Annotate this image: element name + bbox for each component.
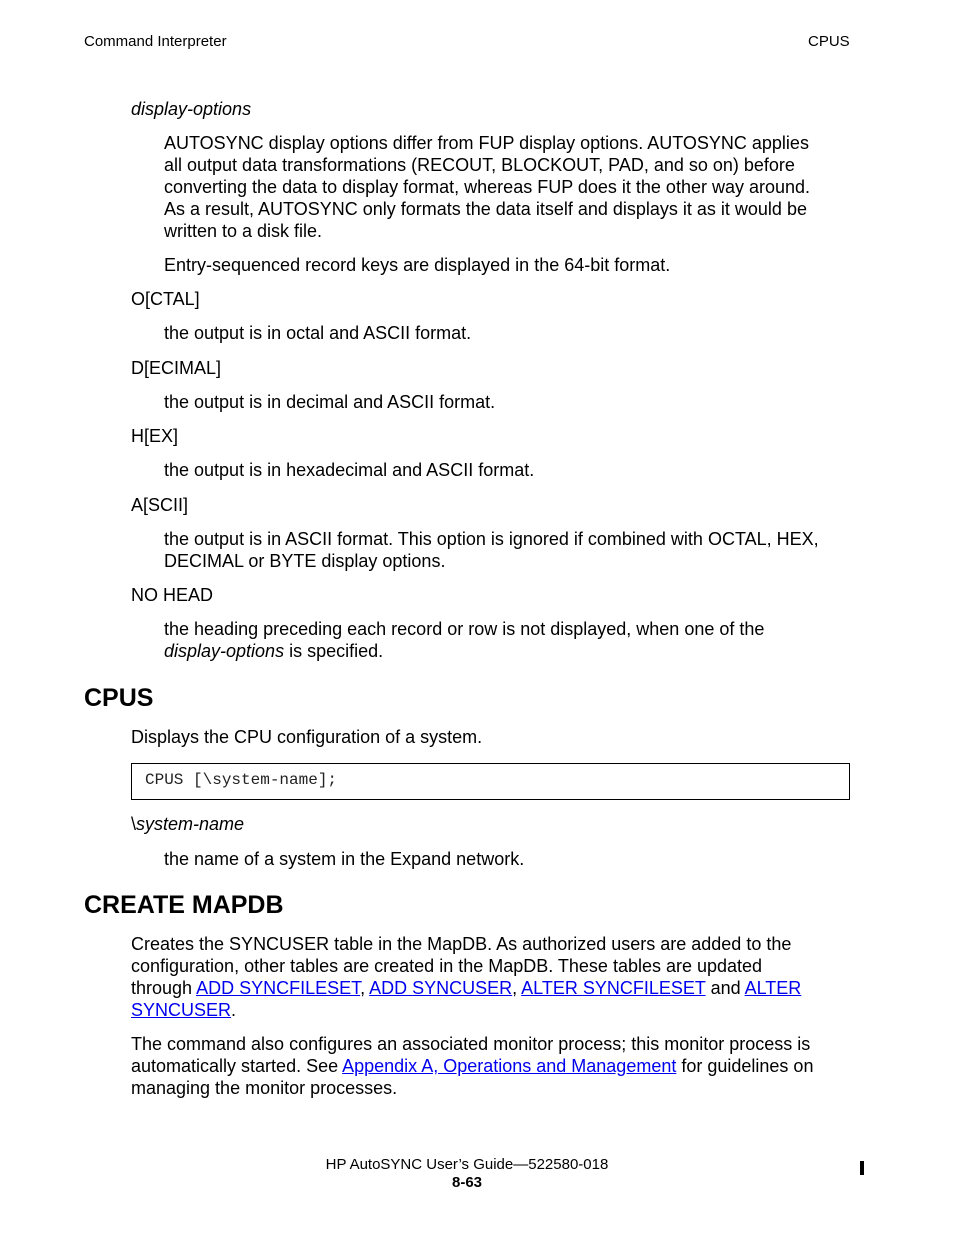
decimal-description: the output is in decimal and ASCII format. bbox=[164, 392, 496, 412]
desc-line: As a result, AUTOSYNC only formats the data itself and displays it as it would be bbox=[164, 199, 807, 219]
link-appendix-a[interactable]: Appendix A, Operations and Management bbox=[342, 1056, 677, 1076]
para-line: configuration, other tables are created in the MapDB. These tables are updated bbox=[131, 956, 763, 976]
display-options-term: display-options bbox=[131, 99, 252, 119]
create-mapdb-heading: CREATE MAPDB bbox=[84, 891, 284, 919]
link-alter-syncuser-part1[interactable]: ALTER bbox=[744, 978, 802, 998]
inline-text: . bbox=[231, 1000, 237, 1020]
nohead-term: NO HEAD bbox=[131, 585, 214, 605]
cpus-syntax: CPUS [\system-name]; bbox=[145, 771, 338, 789]
hex-description: the output is in hexadecimal and ASCII format. bbox=[164, 460, 535, 480]
create-mapdb-paragraph-2 bbox=[131, 1033, 856, 1099]
desc-line: AUTOSYNC display options differ from FUP display options. AUTOSYNC applies bbox=[164, 133, 809, 153]
desc-line: written to a disk file. bbox=[164, 221, 323, 241]
para-line: The command also configures an associated monitor process; this monitor process is bbox=[131, 1034, 811, 1054]
desc-line: all output data transformations (RECOUT, BLOCKOUT, PAD, and so on) before bbox=[164, 155, 795, 175]
inline-text: and bbox=[705, 978, 745, 998]
system-name-term bbox=[131, 813, 244, 835]
running-header-right: CPUS bbox=[808, 33, 850, 50]
change-bar bbox=[860, 1161, 864, 1175]
nohead-description bbox=[164, 618, 854, 662]
display-options-note: Entry-sequenced record keys are displayed in the 64-bit format. bbox=[164, 255, 671, 275]
create-mapdb-paragraph-1 bbox=[131, 933, 856, 1021]
ascii-description bbox=[164, 528, 854, 572]
para-line bbox=[131, 999, 856, 1021]
inline-term: display-options bbox=[164, 641, 285, 661]
backslash-prefix: \ bbox=[131, 814, 137, 834]
page-number: 8-63 bbox=[451, 1174, 483, 1191]
link-add-syncuser[interactable]: ADD SYNCUSER bbox=[369, 978, 513, 998]
inline-text: , bbox=[512, 978, 522, 998]
desc-line: converting the data to display format, whereas FUP does it the other way around. bbox=[164, 177, 811, 197]
footer-title: HP AutoSYNC User’s Guide—522580-018 bbox=[325, 1156, 609, 1173]
para-line: Creates the SYNCUSER table in the MapDB. As authorized users are added to the bbox=[131, 934, 792, 954]
cpus-heading: CPUS bbox=[84, 684, 154, 712]
desc-line bbox=[164, 640, 854, 662]
syntax-box bbox=[131, 763, 850, 800]
inline-text: through bbox=[131, 978, 197, 998]
ascii-term: A[SCII] bbox=[131, 495, 189, 515]
inline-text: , bbox=[360, 978, 370, 998]
link-add-syncfileset[interactable]: ADD SYNCFILESET bbox=[196, 978, 361, 998]
para-line: managing the monitor processes. bbox=[131, 1078, 398, 1098]
inline-text: for guidelines on bbox=[676, 1056, 814, 1076]
inline-text: automatically started. See bbox=[131, 1056, 343, 1076]
cpus-description: Displays the CPU configuration of a system. bbox=[131, 727, 483, 747]
link-alter-syncfileset[interactable]: ALTER SYNCFILESET bbox=[521, 978, 706, 998]
system-name-description: the name of a system in the Expand network. bbox=[164, 849, 525, 869]
link-alter-syncuser-part2[interactable]: SYNCUSER bbox=[131, 1000, 232, 1020]
para-line bbox=[131, 1055, 856, 1077]
desc-line: the output is in ASCII format. This option is ignored if combined with OCTAL, HEX, bbox=[164, 529, 819, 549]
octal-description: the output is in octal and ASCII format. bbox=[164, 323, 472, 343]
desc-line: the heading preceding each record or row is not displayed, when one of the bbox=[164, 619, 765, 639]
para-line bbox=[131, 977, 856, 999]
decimal-term: D[ECIMAL] bbox=[131, 358, 222, 378]
inline-text: is specified. bbox=[284, 641, 384, 661]
display-options-description bbox=[164, 132, 854, 242]
hex-term: H[EX] bbox=[131, 426, 179, 446]
desc-line: DECIMAL or BYTE display options. bbox=[164, 551, 446, 571]
param-name: system-name bbox=[136, 814, 245, 834]
octal-term: O[CTAL] bbox=[131, 289, 200, 309]
running-header-left: Command Interpreter bbox=[84, 33, 227, 50]
